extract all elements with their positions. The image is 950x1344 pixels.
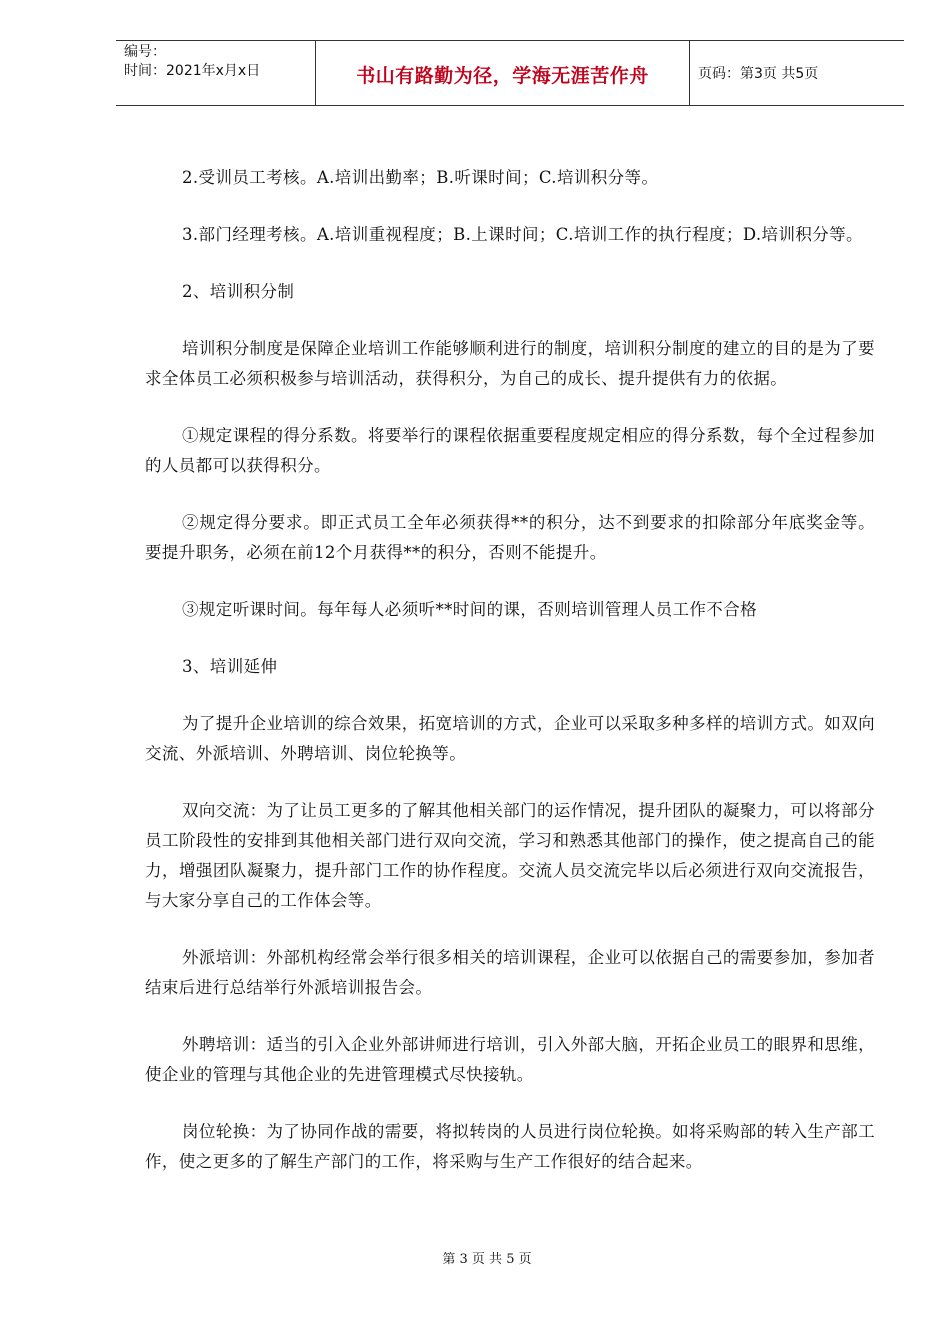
header-page-cell xyxy=(690,41,904,105)
footer-page-number: 第 3 页 共 5 页 xyxy=(442,1252,532,1267)
paragraph-two-way-exchange: 双向交流：为了让员工更多的了解其他相关部门的运作情况，提升团队的凝聚力，可以将部分员工阶段性的安排到其他相关部门进行双向交流，学习和熟悉其他部门的操作，使之提高自己的能力，增强团队凝聚力，提升部门工作的协作程度。交流人员交流完毕以后必须进行双向交流报告，与大家分享自己的工作体会等。 xyxy=(145,801,875,910)
header-page-number: 页码：第3页 共5页 xyxy=(698,66,819,82)
page-header xyxy=(116,40,904,106)
document-number-label: 编号： xyxy=(124,44,166,60)
paragraph-points-rule-2: ②规定得分要求。即正式员工全年必须获得**的积分，达不到要求的扣除部分年底奖金等。要提升职务，必须在前12个月获得**的积分，否则不能提升。 xyxy=(145,513,875,562)
paragraph-points-rule-1: ①规定课程的得分系数。将要举行的课程依据重要程度规定相应的得分系数，每个全过程参加的人员都可以获得积分。 xyxy=(145,426,875,475)
section-heading-training-extension: 3、培训延伸 xyxy=(182,657,278,676)
paragraph-job-rotation: 岗位轮换：为了协同作战的需要，将拟转岗的人员进行岗位轮换。如将采购部的转入生产部工作，使之更多的了解生产部门的工作，将采购与生产工作很好的结合起来。 xyxy=(145,1122,875,1171)
paragraph-extension-intro: 为了提升企业培训的综合效果，拓宽培训的方式，企业可以采取多种多样的培训方式。如双向交流、外派培训、外聘培训、岗位轮换等。 xyxy=(145,714,875,763)
paragraph-points-system-intro: 培训积分制度是保障企业培训工作能够顺利进行的制度，培训积分制度的建立的目的是为了要求全体员工必须积极参与培训活动，获得积分，为自己的成长、提升提供有力的依据。 xyxy=(145,339,875,388)
header-motto: 书山有路勤为径，学海无涯苦作舟 xyxy=(356,64,649,87)
document-date-label: 时间：2021年x月x日 xyxy=(124,63,261,79)
section-heading-points-system: 2、培训积分制 xyxy=(182,282,295,301)
paragraph-points-rule-3: ③规定听课时间。每年每人必须听**时间的课，否则培训管理人员工作不合格 xyxy=(182,600,757,619)
paragraph-trainee-assessment: 2.受训员工考核。A.培训出勤率；B.听课时间；C.培训积分等。 xyxy=(182,168,659,187)
header-motto-cell xyxy=(316,41,690,105)
paragraph-manager-assessment: 3.部门经理考核。A.培训重视程度；B.上课时间；C.培训工作的执行程度；D.培训积分等。 xyxy=(182,225,863,244)
paragraph-external-training: 外派培训：外部机构经常会举行很多相关的培训课程，企业可以依据自己的需要参加，参加者结束后进行总结举行外派培训报告会。 xyxy=(145,948,875,997)
document-body xyxy=(145,163,875,1204)
paragraph-hired-trainers: 外聘培训：适当的引入企业外部讲师进行培训，引入外部大脑，开拓企业员工的眼界和思维，使企业的管理与其他企业的先进管理模式尽快接轨。 xyxy=(145,1035,875,1084)
page-footer xyxy=(0,1248,950,1267)
header-meta xyxy=(116,41,316,105)
